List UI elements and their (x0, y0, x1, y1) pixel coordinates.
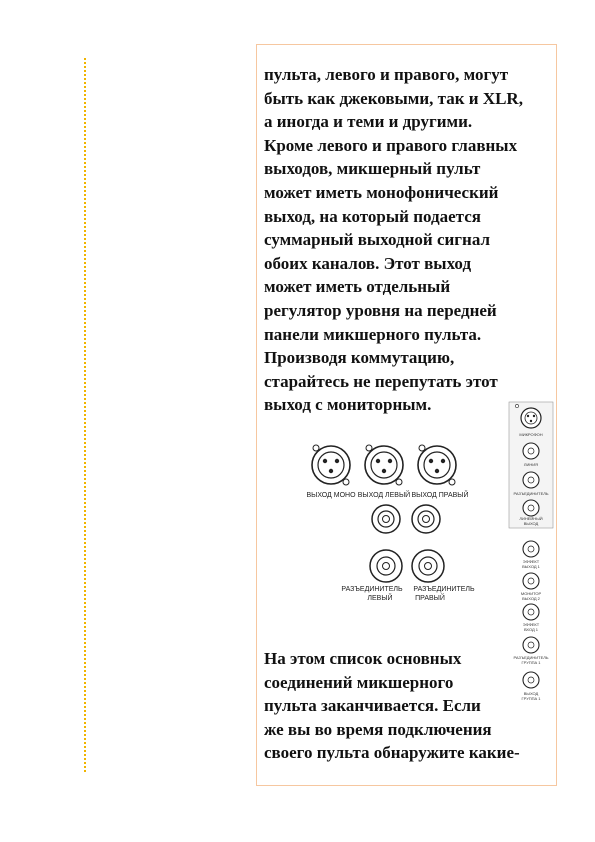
text-line: старайтесь не перепутать этот (264, 371, 498, 391)
text-line: может иметь монофонический (264, 182, 499, 202)
right-out-label: ВЫХОД ПРАВЫЙ (411, 492, 469, 499)
xlr-mono-output (312, 445, 350, 485)
text-line: быть как джековыми, так и XLR, (264, 88, 523, 108)
strip-grp-out-label-2: ГРУППА 1 (521, 696, 541, 701)
strip-fx-out-label-2: ВЫХОД 1 (522, 564, 540, 569)
jack-output-right (412, 505, 440, 533)
strip-grp-insert-label: РАЗЪЕДИНИТЕЛЬ (513, 655, 549, 660)
strip-mon-out-label: МОНИТОР (520, 591, 542, 596)
strip-direct-label: ЛИНЕЙНЫЙ (519, 516, 543, 521)
text-line: Производя коммутацию, (264, 348, 455, 368)
left-out-label: ВЫХОД ЛЕВЫЙ (357, 492, 411, 499)
text-line: выход с мониторным. (264, 395, 432, 415)
aux-strip (514, 541, 549, 701)
text-line: соединений микшерного (264, 672, 454, 692)
jack-insert-right (412, 550, 444, 582)
xlr-left-output (365, 445, 403, 485)
text-line: Кроме левого и правого главных (264, 135, 518, 155)
strip-fx-in-label: ЭФФЕКТ (522, 622, 540, 627)
insert-left-label-2: ЛЕВЫЙ (367, 595, 393, 602)
strip-mic-label: МИКРОФОН (519, 432, 543, 437)
mono-out-label: ВЫХОД МОНО (306, 492, 356, 499)
text-line: панели микшерного пульта. (264, 324, 482, 344)
text-line: регулятор уровня на передней (264, 300, 497, 320)
xlr-right-output (418, 445, 456, 485)
strip-grp-insert-label-2: ГРУППА 1 (521, 660, 541, 665)
text-line: выход, на который подается (264, 206, 481, 226)
text-line: пульта заканчивается. Если (264, 696, 481, 716)
strip-insert-label: РАЗЪЕДИНИТЕЛЬ (513, 491, 549, 496)
strip-fx-in-label-2: ВХОД 1 (523, 627, 539, 632)
text-line: суммарный выходной сигнал (264, 230, 491, 250)
text-line: На этом список основных (264, 649, 462, 668)
strip-direct-label-2: ВЫХОД (523, 521, 539, 526)
channel-strip (509, 402, 553, 528)
jack-output-left (372, 505, 400, 533)
text-line: может иметь отдельный (264, 277, 451, 297)
insert-right-label-2: ПРАВЫЙ (415, 595, 445, 602)
strip-mon-out-label-2: ВЫХОД 2 (522, 596, 540, 601)
text-line: выходов, микшерный пульт (264, 159, 481, 179)
strip-fx-out-label: ЭФФЕКТ (522, 559, 540, 564)
text-line: своего пульта обнаружите какие- (264, 743, 520, 763)
text-line: а иногда и теми и другими. (264, 112, 473, 132)
insert-right-label: РАЗЪЕДИНИТЕЛЬ (413, 586, 475, 593)
strip-line-label: ЛИНИЯ (523, 462, 539, 467)
jack-insert-left (370, 550, 402, 582)
text-line: пульта, левого и правого, могут (264, 65, 509, 84)
text-line: обоих каналов. Этот выход (264, 253, 472, 273)
insert-left-label: РАЗЪЕДИНИТЕЛЬ (341, 586, 403, 593)
text-line: же вы во время подключения (264, 719, 492, 739)
strip-grp-out-label: ВЫХОД (523, 691, 539, 696)
